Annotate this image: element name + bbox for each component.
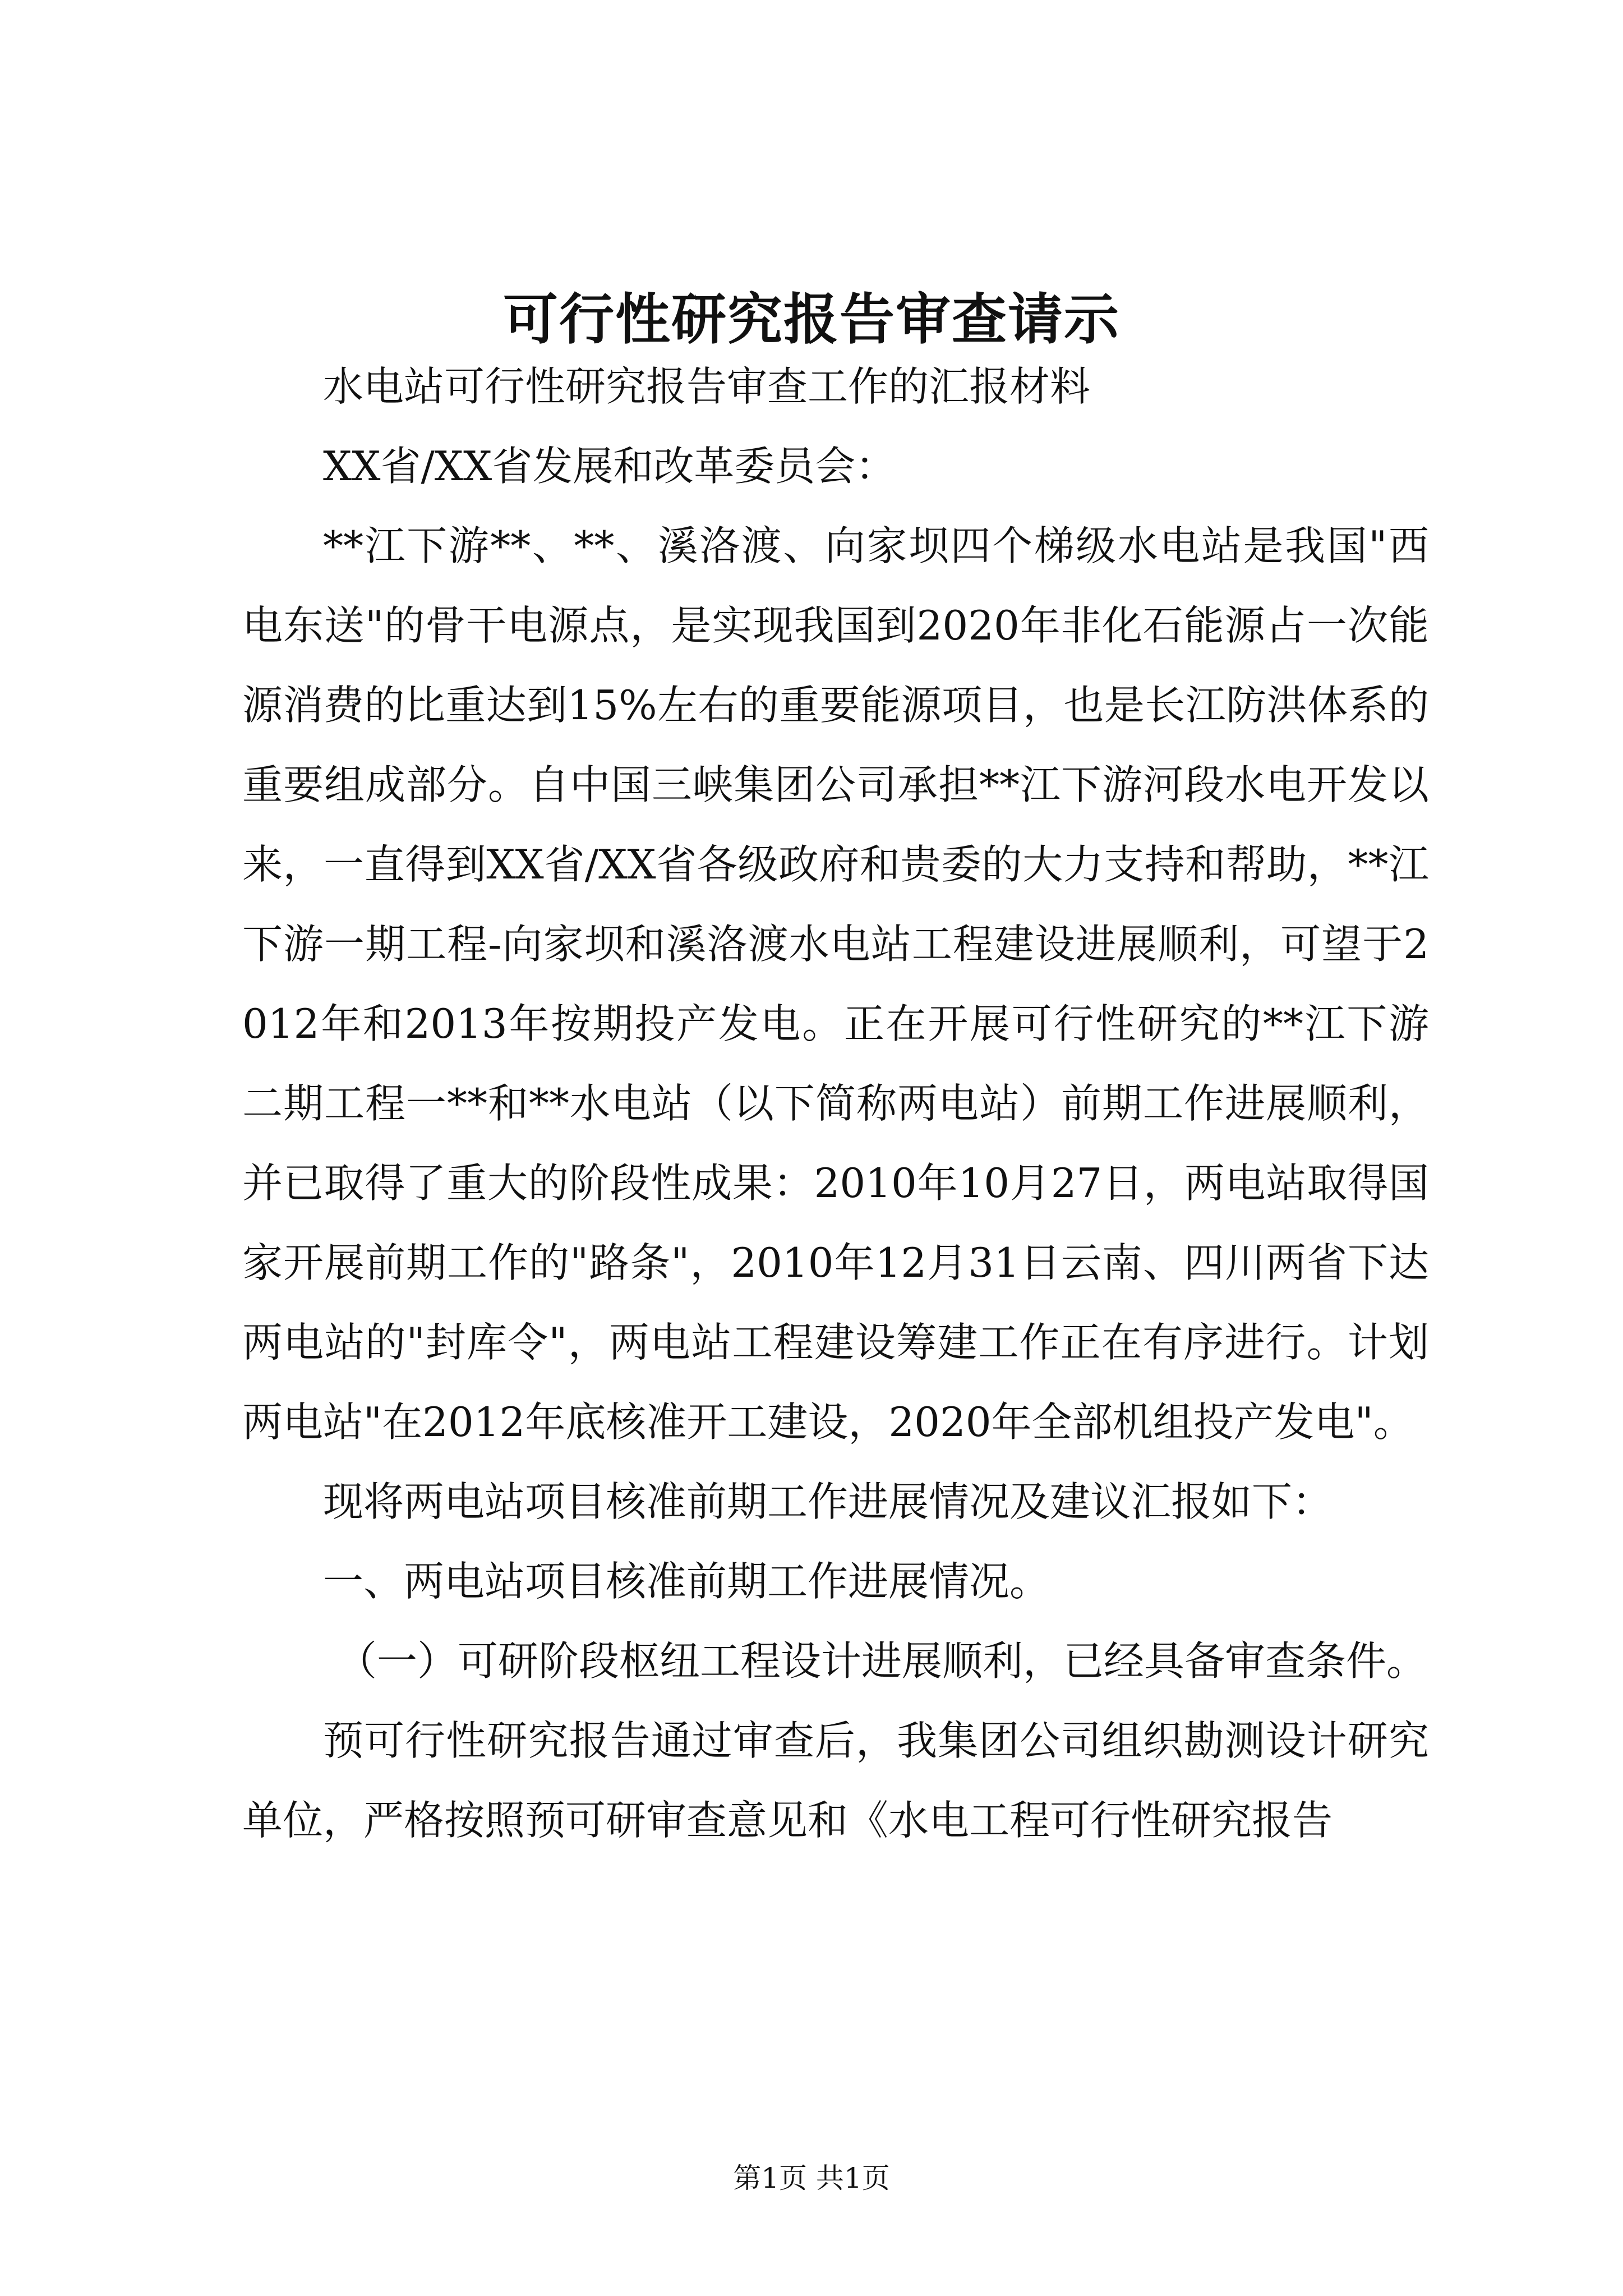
paragraph-intro-report: 现将两电站项目核准前期工作进展情况及建议汇报如下：: [323, 1478, 1333, 1525]
section-heading-1: 一、两电站项目核准前期工作进展情况。: [323, 1558, 1050, 1605]
paragraph-report-subtitle: 水电站可行性研究报告审查工作的汇报材料: [323, 363, 1091, 410]
paragraph-addressee: XX省/XX省发展和改革委员会：: [323, 443, 896, 490]
page-footer: 第1页 共1页: [733, 2162, 890, 2194]
paragraph-feasibility-progress: 预可行性研究报告通过审查后，我集团公司组织勘测设计研究单位，严格按照预可研审查意见和《水电工程可行性研究报告: [242, 1717, 1429, 1844]
subsection-heading-1: （一）可研阶段枢纽工程设计进展顺利，已经具备审查条件。: [336, 1637, 1427, 1685]
paragraph-background: **江下游**、**、溪洛渡、向家坝四个梯级水电站是我国"西电东送"的骨干电源点，是实现我国到2020年非化石能源占一次能源消费的比重达到15%左右的重要能源项目，也是长江防洪体系的重要组成部分。自中国三峡集团公司承担**江下游河段水电开发以来，一直得到XX省/XX省各级政府和贵委的大力支持和帮助，**江下游一期工程-向家坝和溪洛渡水电站工程建设进展顺利，可望于2012年和2013年按期投产发电。正在开展可行性研究的**江下游二期工程一**和**水电站（以下简称两电站）前期工作进展顺利，并已取得了重大的阶段性成果：2010年10月27日，两电站取得国家开展前期工作的"路条"，2010年12月31日云南、四川两省下达两电站的"封库令"，两电站工程建设筹建工作正在有序进行。计划两电站"在2012年底核准开工建设，2020年全部机组投产发电"。: [242, 522, 1429, 1446]
document-title: 可行性研究报告审查请示: [502, 287, 1120, 352]
document-body: [242, 347, 1429, 1860]
